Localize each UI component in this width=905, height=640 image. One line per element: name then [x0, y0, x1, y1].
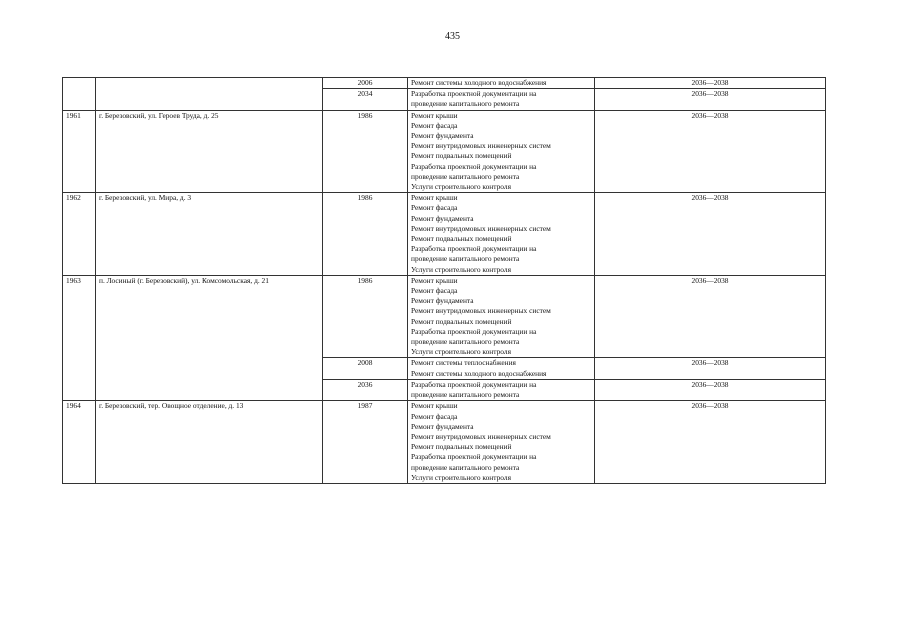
- last-repair-year: 1986: [323, 193, 408, 276]
- repair-work-item: проведение капитального ремонта: [411, 171, 520, 181]
- repair-work-item: Ремонт фундамента: [411, 421, 474, 431]
- repair-work-item: Ремонт подвальных помещений: [411, 234, 512, 244]
- repair-work-item: проведение капитального ремонта: [411, 254, 520, 264]
- object-number: 1962: [63, 193, 96, 276]
- repair-work-item: Ремонт фасада: [411, 411, 458, 421]
- repair-works: [408, 193, 595, 276]
- repair-works: [408, 379, 595, 400]
- repair-work-item: Ремонт подвальных помещений: [411, 151, 512, 161]
- object-number: 1964: [63, 401, 96, 484]
- repair-works: [408, 275, 595, 358]
- object-number: [63, 78, 96, 111]
- object-address: г. Березовский, тер. Овощное отделение, д. 13: [96, 401, 323, 484]
- repair-work-item: Ремонт крыши: [411, 193, 458, 203]
- last-repair-year: 1986: [323, 110, 408, 193]
- table-row: [63, 401, 826, 484]
- repair-work-item: Ремонт подвальных помещений: [411, 442, 512, 452]
- planned-period: 2036—2038: [595, 379, 826, 400]
- repair-work-item: проведение капитального ремонта: [411, 390, 520, 400]
- object-number: 1963: [63, 275, 96, 400]
- repair-work-item: Услуги строительного контроля: [411, 472, 511, 482]
- repair-work-item: Разработка проектной документации на: [411, 161, 537, 171]
- repair-work-item: Услуги строительного контроля: [411, 264, 511, 274]
- repair-works: [408, 78, 595, 89]
- repair-work-item: Услуги строительного контроля: [411, 182, 511, 192]
- table-row: [63, 193, 826, 276]
- repair-work-item: Разработка проектной документации на: [411, 244, 537, 254]
- repair-work-item: Ремонт внутридомовых инженерных систем: [411, 306, 551, 316]
- repair-work-item: Ремонт системы холодного водоснабжения: [411, 78, 547, 87]
- object-address: г. Березовский, ул. Мира, д. 3: [96, 193, 323, 276]
- table-row: [63, 78, 826, 89]
- repair-work-item: проведение капитального ремонта: [411, 99, 520, 109]
- repair-work-item: Ремонт фундамента: [411, 296, 474, 306]
- page-number: 435: [445, 31, 460, 42]
- repair-work-item: Ремонт подвальных помещений: [411, 316, 512, 326]
- object-address: г. Березовский, ул. Героев Труда, д. 25: [96, 110, 323, 193]
- table-body: [63, 78, 826, 484]
- repair-works: [408, 358, 595, 379]
- repair-work-item: Ремонт фасада: [411, 120, 458, 130]
- repair-work-item: Ремонт системы теплоснабжения: [411, 358, 516, 368]
- repair-work-item: Ремонт фасада: [411, 286, 458, 296]
- table-row: [63, 275, 826, 358]
- object-number: 1961: [63, 110, 96, 193]
- planned-period: 2036—2038: [595, 78, 826, 89]
- repair-work-item: Ремонт фундамента: [411, 213, 474, 223]
- table-row: [63, 110, 826, 193]
- repair-works: [408, 401, 595, 484]
- planned-period: 2036—2038: [595, 193, 826, 276]
- last-repair-year: 2008: [323, 358, 408, 379]
- capital-repair-table: [62, 77, 826, 484]
- planned-period: 2036—2038: [595, 401, 826, 484]
- repair-work-item: Ремонт крыши: [411, 110, 458, 120]
- repair-work-item: проведение капитального ремонта: [411, 337, 520, 347]
- planned-period: 2036—2038: [595, 358, 826, 379]
- repair-work-item: Ремонт фундамента: [411, 131, 474, 141]
- object-address: [96, 78, 323, 111]
- object-address: п. Лосиный (г. Березовский), ул. Комсомольская, д. 21: [96, 275, 323, 400]
- repair-work-item: Ремонт системы холодного водоснабжения: [411, 368, 547, 378]
- planned-period: 2036—2038: [595, 275, 826, 358]
- repair-work-item: Услуги строительного контроля: [411, 347, 511, 357]
- planned-period: 2036—2038: [595, 110, 826, 193]
- repair-work-item: Ремонт крыши: [411, 401, 458, 411]
- repair-work-item: Разработка проектной документации на: [411, 452, 537, 462]
- last-repair-year: 2036: [323, 379, 408, 400]
- repair-work-item: Ремонт внутридомовых инженерных систем: [411, 223, 551, 233]
- last-repair-year: 1987: [323, 401, 408, 484]
- repair-work-item: Ремонт внутридомовых инженерных систем: [411, 431, 551, 441]
- repair-work-item: Ремонт фасада: [411, 203, 458, 213]
- repair-work-item: Ремонт крыши: [411, 275, 458, 285]
- repair-works: [408, 89, 595, 110]
- planned-period: 2036—2038: [595, 89, 826, 110]
- last-repair-year: 2034: [323, 89, 408, 110]
- repair-works: [408, 110, 595, 193]
- repair-work-item: Ремонт внутридомовых инженерных систем: [411, 141, 551, 151]
- last-repair-year: 2006: [323, 78, 408, 89]
- repair-work-item: проведение капитального ремонта: [411, 462, 520, 472]
- repair-work-item: Разработка проектной документации на: [411, 379, 537, 389]
- repair-work-item: Разработка проектной документации на: [411, 89, 537, 99]
- last-repair-year: 1986: [323, 275, 408, 358]
- repair-work-item: Разработка проектной документации на: [411, 326, 537, 336]
